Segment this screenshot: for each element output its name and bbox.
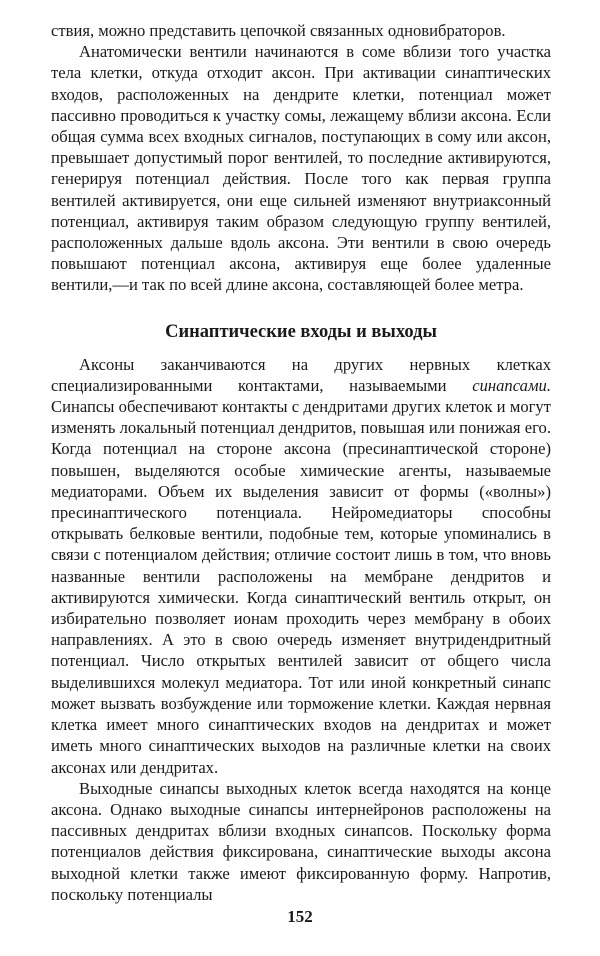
paragraph-output-synapses: Выходные синапсы выходных клеток всегда находятся на конце аксона. Однако выходные синапсы интернейронов расположены на пассивных дендритах вблизи входных синапсов. Поскольку форма потенциалов действия фиксирована, синаптические выходы аксона выходной клетки также имеют фиксированную форму. Напротив, поскольку потенциалы xyxy=(51,778,551,904)
paragraph-synapses-text-end: Синапсы обеспечивают контакты с дендритами других клеток и могут изменять локальный потенциал дендритов, повышая или понижая его. Когда потенциал на стороне аксона (пресинаптической стороне) повышен, выделяются особые химические агенты, называемые медиаторами. Объем их выделения зависит от формы («волны») пресинаптического потенциала. Нейромедиаторы способны открывать белковые вентили, подобные тем, которые упоминались в связи с потенциалом действия; отличие состоит лишь в том, что вновь названные вентили расположены на мембране дендритов и активируются химически. Когда синаптический вентиль открыт, он избирательно позволяет ионам проходить через мембрану в обоих направлениях. А это в свою очередь изменяет внутридендритный потенциал. Число открытых вентилей зависит от общего числа выделившихся молекул медиатора. Тот или иной конкретный синапс может вызвать возбуждение или торможение клетки. Каждая нервная клетка имеет много синаптических входов на дендритах и может иметь много синаптических выходов на различные клетки на своих аксонах или дендритах. xyxy=(51,397,551,777)
paragraph-continued: ствия, можно представить цепочкой связанных одновибраторов. xyxy=(51,21,506,40)
paragraph-synapses-text-start: Аксоны заканчиваются на других нервных клетках специализированными контактами, называемыми xyxy=(51,354,551,395)
page-number: 152 xyxy=(287,907,313,926)
section-heading: Синаптические входы и выходы xyxy=(165,321,437,342)
page-body xyxy=(51,20,551,905)
emphasis-term: синапсами. xyxy=(472,375,551,395)
paragraph-anatomy: Анатомически вентили начинаются в соме вблизи того участка тела клетки, откуда отходит аксон. При активации синаптических входов, расположенных на дендрите клетки, потенциал может пассивно проводиться к участку сомы, лежащему вблизи аксона. Если общая сумма всех входных сигналов, поступающих в сому или аксон, превышает допустимый порог вентилей, то последние активируются, генерируя потенциал действия. После того как первая группа вентилей активируется, они еще сильней изменяют внутриаксонный потенциал, активируя таким образом следующую группу вентилей, расположенных дальше вдоль аксона. Эти вентили в свою очередь повышают потенциал аксона, активируя еще более удаленные вентили,—и так по всей длине аксона, составляющей более метра. xyxy=(51,42,551,295)
paragraph-synapses xyxy=(51,354,551,778)
